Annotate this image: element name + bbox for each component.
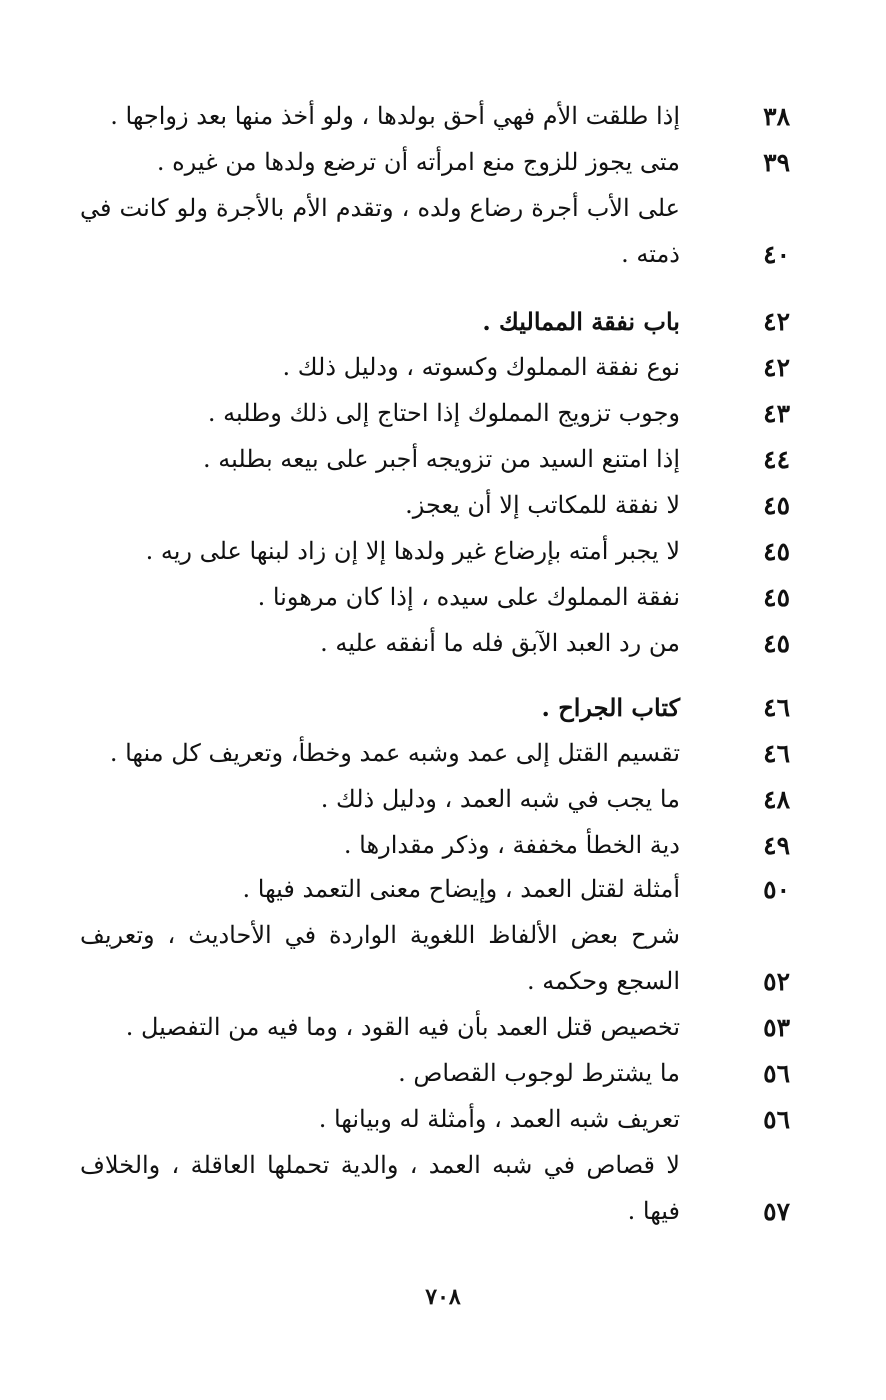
index-entry xyxy=(80,776,790,822)
index-entry xyxy=(80,344,790,390)
page-ref: ٤٦ xyxy=(763,692,790,722)
entry-text: نوع نفقة المملوك وكسوته ، ودليل ذلك . xyxy=(282,353,680,381)
entry-text: تخصيص قتل العمد بأن فيه القود ، وما فيه من التفصيل . xyxy=(125,1013,680,1041)
index-entry xyxy=(80,1050,790,1096)
entry-text: ما يشترط لوجوب القصاص . xyxy=(398,1059,680,1087)
entry-text: تقسيم القتل إلى عمد وشبه عمد وخطأ، وتعريف كل منها . xyxy=(109,739,680,767)
section-heading: كتاب الجراح . xyxy=(541,692,680,722)
page-ref: ٤٥ xyxy=(763,582,790,612)
entry-text: من رد العبد الآبق فله ما أنفقه عليه . xyxy=(320,629,680,657)
index-entry xyxy=(80,620,790,666)
page-ref: ٥٦ xyxy=(763,1104,790,1134)
index-entry xyxy=(80,185,790,231)
page-ref: ٥٦ xyxy=(763,1058,790,1088)
page-ref: ٤٥ xyxy=(763,628,790,658)
index-entry xyxy=(80,730,790,776)
page-ref: ٣٨ xyxy=(763,101,790,131)
page-ref: ٤٢ xyxy=(763,306,790,336)
page-ref: ٥٣ xyxy=(763,1012,790,1042)
section-heading: باب نفقة المماليك . xyxy=(482,306,680,336)
entry-text: وجوب تزويج المملوك إذا احتاج إلى ذلك وطلبه . xyxy=(207,399,680,427)
page-ref: ٥٢ xyxy=(763,966,790,996)
entry-text: متى يجوز للزوج منع امرأته أن ترضع ولدها من غيره . xyxy=(156,148,680,176)
page-ref: ٤٥ xyxy=(763,490,790,520)
index-entry xyxy=(80,958,790,1004)
page-number: ٧٠٨ xyxy=(425,1284,461,1310)
entry-text: دية الخطأ مخففة ، وذكر مقدارها . xyxy=(343,831,680,859)
entry-text: السجع وحكمه . xyxy=(527,967,680,995)
page-ref: ٣٩ xyxy=(763,147,790,177)
index-entry xyxy=(80,231,790,277)
entry-text: ما يجب في شبه العمد ، ودليل ذلك . xyxy=(320,785,680,813)
entry-text: لا نفقة للمكاتب إلا أن يعجز. xyxy=(405,491,680,519)
entry-text: إذا امتنع السيد من تزويجه أجبر على بيعه بطلبه . xyxy=(202,445,680,473)
index-entry xyxy=(80,528,790,574)
entry-text: لا يجبر أمته بإرضاع غير ولدها إلا إن زاد لبنها على ريه . xyxy=(145,537,680,565)
index-entry xyxy=(80,482,790,528)
index-entry xyxy=(80,1004,790,1050)
entry-text: ذمته . xyxy=(621,240,680,268)
page-ref: ٤٢ xyxy=(763,352,790,382)
index-entry xyxy=(80,139,790,185)
entry-text: نفقة المملوك على سيده ، إذا كان مرهونا . xyxy=(257,583,680,611)
index-entry xyxy=(80,298,790,344)
page-ref: ٤٤ xyxy=(763,444,790,474)
entry-text: إذا طلقت الأم فهي أحق بولدها ، ولو أخذ منها بعد زواجها . xyxy=(110,102,680,130)
index-entry xyxy=(80,1142,790,1188)
entry-text: لا قصاص في شبه العمد ، والدية تحملها العاقلة ، والخلاف xyxy=(80,1151,680,1179)
index-entry xyxy=(80,684,790,730)
page-ref: ٥٧ xyxy=(763,1196,790,1226)
index-entry xyxy=(80,93,790,139)
page-ref: ٤٦ xyxy=(763,738,790,768)
index-entry xyxy=(80,822,790,868)
index-entry xyxy=(80,1096,790,1142)
index-entry xyxy=(80,436,790,482)
index-entry xyxy=(80,912,790,958)
index-entry xyxy=(80,866,790,912)
index-entry xyxy=(80,390,790,436)
page-ref: ٤٩ xyxy=(763,830,790,860)
index-entry xyxy=(80,1188,790,1234)
index-entry xyxy=(80,574,790,620)
page-ref: ٤٨ xyxy=(763,784,790,814)
entry-text: تعريف شبه العمد ، وأمثلة له وبيانها . xyxy=(318,1105,680,1133)
entry-text: على الأب أجرة رضاع ولده ، وتقدم الأم بالأجرة ولو كانت في xyxy=(80,194,680,222)
page-ref: ٤٥ xyxy=(763,536,790,566)
page-ref: ٤٠ xyxy=(763,239,790,269)
entry-text: شرح بعض الألفاظ اللغوية الواردة في الأحاديث ، وتعريف xyxy=(80,921,680,949)
page-ref: ٤٣ xyxy=(763,398,790,428)
entry-text: أمثلة لقتل العمد ، وإيضاح معنى التعمد فيها . xyxy=(242,875,680,903)
entry-text: فيها . xyxy=(627,1197,680,1225)
page-ref: ٥٠ xyxy=(763,874,790,904)
